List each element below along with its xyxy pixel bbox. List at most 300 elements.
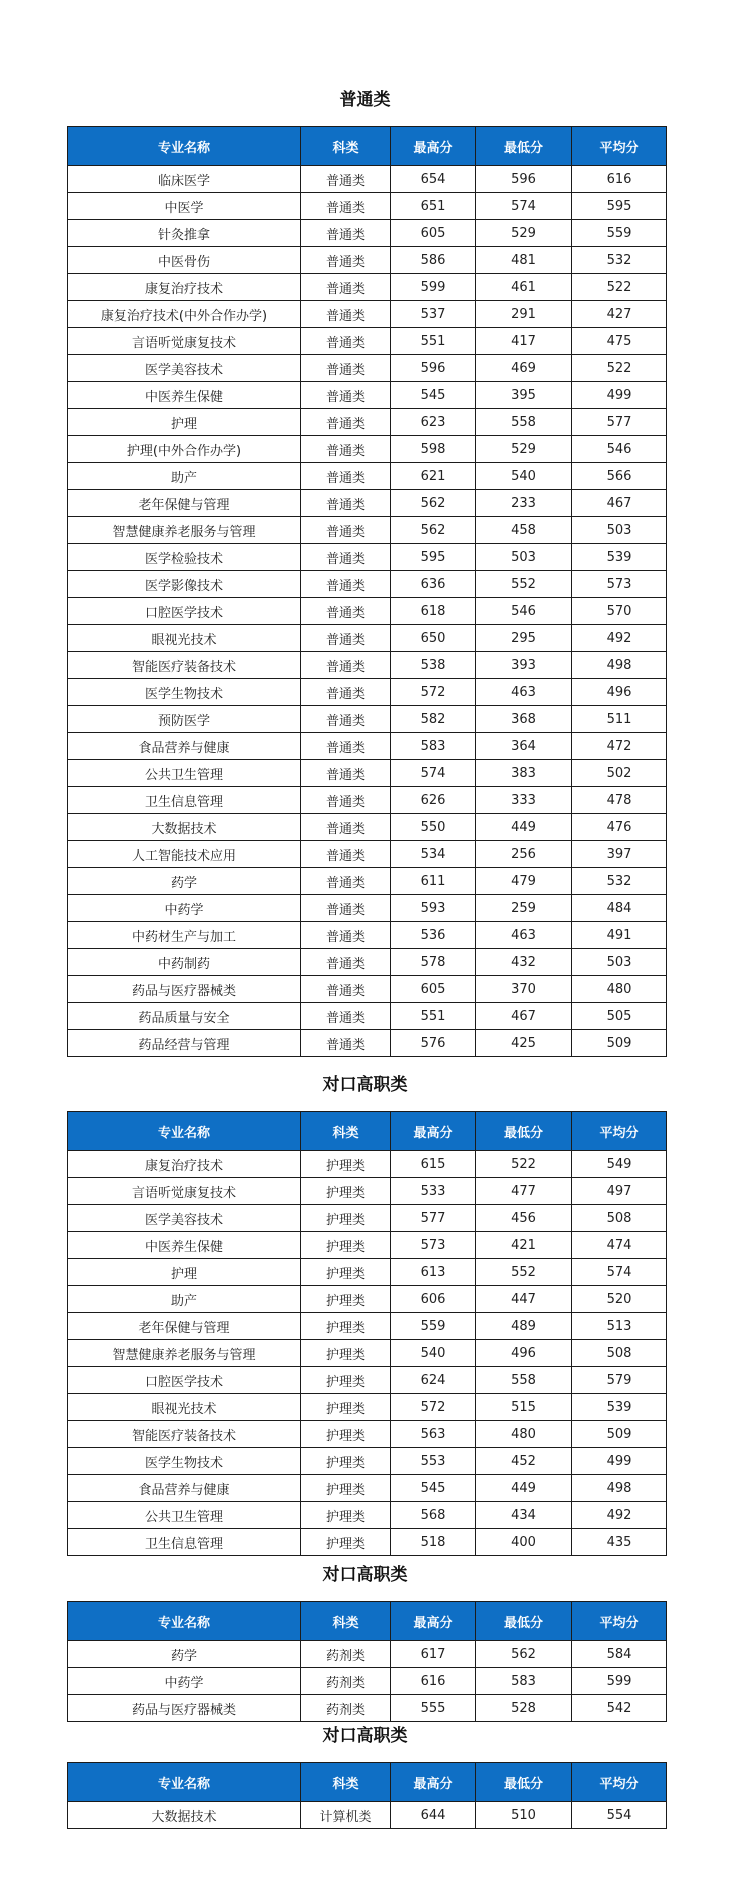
cell-category: 普通类 bbox=[301, 544, 391, 571]
cell-min-score: 480 bbox=[476, 1421, 572, 1448]
cell-category: 护理类 bbox=[301, 1502, 391, 1529]
table-row bbox=[68, 409, 667, 436]
cell-major-name: 中药学 bbox=[68, 895, 301, 922]
table-row bbox=[68, 301, 667, 328]
cell-max-score: 599 bbox=[391, 274, 476, 301]
cell-category: 普通类 bbox=[301, 625, 391, 652]
cell-major-name: 康复治疗技术 bbox=[68, 1151, 301, 1178]
cell-min-score: 400 bbox=[476, 1529, 572, 1556]
table-row bbox=[68, 949, 667, 976]
column-header-max-score: 最高分 bbox=[391, 1763, 476, 1802]
cell-min-score: 458 bbox=[476, 517, 572, 544]
table-row bbox=[68, 1421, 667, 1448]
cell-max-score: 578 bbox=[391, 949, 476, 976]
table-row bbox=[68, 625, 667, 652]
cell-category: 普通类 bbox=[301, 598, 391, 625]
cell-major-name: 老年保健与管理 bbox=[68, 1313, 301, 1340]
cell-major-name: 中药学 bbox=[68, 1668, 301, 1695]
cell-max-score: 545 bbox=[391, 382, 476, 409]
cell-max-score: 551 bbox=[391, 1003, 476, 1030]
cell-category: 普通类 bbox=[301, 247, 391, 274]
section-title: 对口高职类 bbox=[322, 1565, 408, 1585]
cell-min-score: 596 bbox=[476, 166, 572, 193]
cell-min-score: 562 bbox=[476, 1641, 572, 1668]
table-row bbox=[68, 1475, 667, 1502]
table-row bbox=[68, 841, 667, 868]
cell-category: 普通类 bbox=[301, 328, 391, 355]
cell-min-score: 233 bbox=[476, 490, 572, 517]
cell-min-score: 449 bbox=[476, 1475, 572, 1502]
cell-avg-score: 584 bbox=[572, 1641, 667, 1668]
cell-major-name: 医学检验技术 bbox=[68, 544, 301, 571]
cell-category: 普通类 bbox=[301, 679, 391, 706]
cell-category: 药剂类 bbox=[301, 1695, 391, 1722]
cell-major-name: 护理 bbox=[68, 1259, 301, 1286]
cell-max-score: 636 bbox=[391, 571, 476, 598]
column-header-max-score: 最高分 bbox=[391, 127, 476, 166]
table-row bbox=[68, 1232, 667, 1259]
cell-max-score: 518 bbox=[391, 1529, 476, 1556]
cell-min-score: 558 bbox=[476, 409, 572, 436]
cell-category: 普通类 bbox=[301, 814, 391, 841]
cell-max-score: 538 bbox=[391, 652, 476, 679]
cell-category: 普通类 bbox=[301, 922, 391, 949]
cell-max-score: 654 bbox=[391, 166, 476, 193]
cell-major-name: 口腔医学技术 bbox=[68, 1367, 301, 1394]
cell-major-name: 药学 bbox=[68, 868, 301, 895]
cell-max-score: 537 bbox=[391, 301, 476, 328]
cell-max-score: 577 bbox=[391, 1205, 476, 1232]
column-header-max-score: 最高分 bbox=[391, 1602, 476, 1641]
cell-major-name: 药品与医疗器械类 bbox=[68, 1695, 301, 1722]
cell-category: 护理类 bbox=[301, 1205, 391, 1232]
cell-min-score: 552 bbox=[476, 571, 572, 598]
column-header-major-name: 专业名称 bbox=[68, 1763, 301, 1802]
column-header-category: 科类 bbox=[301, 1763, 391, 1802]
cell-avg-score: 522 bbox=[572, 355, 667, 382]
cell-major-name: 护理(中外合作办学) bbox=[68, 436, 301, 463]
cell-major-name: 中医养生保健 bbox=[68, 1232, 301, 1259]
section-title: 普通类 bbox=[339, 90, 391, 110]
cell-min-score: 503 bbox=[476, 544, 572, 571]
cell-avg-score: 566 bbox=[572, 463, 667, 490]
cell-category: 护理类 bbox=[301, 1421, 391, 1448]
cell-major-name: 医学生物技术 bbox=[68, 1448, 301, 1475]
table-row bbox=[68, 274, 667, 301]
table-row bbox=[68, 652, 667, 679]
cell-max-score: 533 bbox=[391, 1178, 476, 1205]
table-row bbox=[68, 1668, 667, 1695]
table-row bbox=[68, 463, 667, 490]
table-row bbox=[68, 193, 667, 220]
cell-major-name: 中药材生产与加工 bbox=[68, 922, 301, 949]
cell-avg-score: 502 bbox=[572, 760, 667, 787]
cell-category: 普通类 bbox=[301, 382, 391, 409]
table-row bbox=[68, 814, 667, 841]
table-row bbox=[68, 760, 667, 787]
table-row bbox=[68, 328, 667, 355]
cell-avg-score: 573 bbox=[572, 571, 667, 598]
cell-avg-score: 539 bbox=[572, 544, 667, 571]
cell-max-score: 624 bbox=[391, 1367, 476, 1394]
cell-major-name: 大数据技术 bbox=[68, 814, 301, 841]
cell-max-score: 598 bbox=[391, 436, 476, 463]
cell-major-name: 药学 bbox=[68, 1641, 301, 1668]
cell-avg-score: 532 bbox=[572, 247, 667, 274]
cell-min-score: 558 bbox=[476, 1367, 572, 1394]
table-row bbox=[68, 382, 667, 409]
cell-major-name: 卫生信息管理 bbox=[68, 1529, 301, 1556]
table-row bbox=[68, 1003, 667, 1030]
table-row bbox=[68, 1286, 667, 1313]
cell-category: 护理类 bbox=[301, 1394, 391, 1421]
cell-max-score: 605 bbox=[391, 220, 476, 247]
cell-max-score: 651 bbox=[391, 193, 476, 220]
cell-min-score: 540 bbox=[476, 463, 572, 490]
cell-min-score: 463 bbox=[476, 922, 572, 949]
cell-major-name: 中医骨伤 bbox=[68, 247, 301, 274]
cell-min-score: 510 bbox=[476, 1802, 572, 1829]
column-header-category: 科类 bbox=[301, 1602, 391, 1641]
cell-category: 普通类 bbox=[301, 841, 391, 868]
cell-max-score: 586 bbox=[391, 247, 476, 274]
column-header-category: 科类 bbox=[301, 1112, 391, 1151]
cell-avg-score: 496 bbox=[572, 679, 667, 706]
cell-max-score: 626 bbox=[391, 787, 476, 814]
cell-major-name: 口腔医学技术 bbox=[68, 598, 301, 625]
cell-max-score: 644 bbox=[391, 1802, 476, 1829]
column-header-min-score: 最低分 bbox=[476, 127, 572, 166]
cell-category: 护理类 bbox=[301, 1259, 391, 1286]
table-row bbox=[68, 436, 667, 463]
cell-avg-score: 579 bbox=[572, 1367, 667, 1394]
cell-min-score: 522 bbox=[476, 1151, 572, 1178]
table-header-row bbox=[68, 127, 667, 166]
cell-category: 护理类 bbox=[301, 1529, 391, 1556]
table-row bbox=[68, 706, 667, 733]
cell-category: 普通类 bbox=[301, 760, 391, 787]
cell-max-score: 555 bbox=[391, 1695, 476, 1722]
cell-max-score: 563 bbox=[391, 1421, 476, 1448]
cell-major-name: 眼视光技术 bbox=[68, 625, 301, 652]
cell-min-score: 370 bbox=[476, 976, 572, 1003]
cell-avg-score: 427 bbox=[572, 301, 667, 328]
cell-min-score: 574 bbox=[476, 193, 572, 220]
cell-min-score: 528 bbox=[476, 1695, 572, 1722]
cell-major-name: 食品营养与健康 bbox=[68, 733, 301, 760]
cell-major-name: 中医养生保健 bbox=[68, 382, 301, 409]
cell-min-score: 515 bbox=[476, 1394, 572, 1421]
cell-avg-score: 520 bbox=[572, 1286, 667, 1313]
cell-major-name: 老年保健与管理 bbox=[68, 490, 301, 517]
cell-avg-score: 498 bbox=[572, 652, 667, 679]
cell-category: 普通类 bbox=[301, 490, 391, 517]
cell-min-score: 383 bbox=[476, 760, 572, 787]
cell-min-score: 479 bbox=[476, 868, 572, 895]
table-row bbox=[68, 247, 667, 274]
cell-max-score: 562 bbox=[391, 490, 476, 517]
cell-avg-score: 480 bbox=[572, 976, 667, 1003]
cell-category: 普通类 bbox=[301, 787, 391, 814]
cell-category: 普通类 bbox=[301, 193, 391, 220]
cell-major-name: 医学生物技术 bbox=[68, 679, 301, 706]
cell-min-score: 469 bbox=[476, 355, 572, 382]
cell-avg-score: 559 bbox=[572, 220, 667, 247]
cell-major-name: 助产 bbox=[68, 1286, 301, 1313]
cell-avg-score: 546 bbox=[572, 436, 667, 463]
cell-max-score: 573 bbox=[391, 1232, 476, 1259]
cell-min-score: 463 bbox=[476, 679, 572, 706]
cell-avg-score: 616 bbox=[572, 166, 667, 193]
section-title: 对口高职类 bbox=[322, 1726, 408, 1746]
table-row bbox=[68, 220, 667, 247]
cell-major-name: 言语听觉康复技术 bbox=[68, 1178, 301, 1205]
cell-category: 普通类 bbox=[301, 949, 391, 976]
cell-avg-score: 498 bbox=[572, 1475, 667, 1502]
section-title: 对口高职类 bbox=[322, 1075, 408, 1095]
cell-category: 护理类 bbox=[301, 1313, 391, 1340]
cell-avg-score: 542 bbox=[572, 1695, 667, 1722]
cell-category: 普通类 bbox=[301, 1003, 391, 1030]
cell-max-score: 582 bbox=[391, 706, 476, 733]
cell-min-score: 461 bbox=[476, 274, 572, 301]
table-header-row bbox=[68, 1112, 667, 1151]
cell-avg-score: 491 bbox=[572, 922, 667, 949]
cell-major-name: 康复治疗技术 bbox=[68, 274, 301, 301]
table-row bbox=[68, 1313, 667, 1340]
cell-min-score: 583 bbox=[476, 1668, 572, 1695]
cell-major-name: 智慧健康养老服务与管理 bbox=[68, 517, 301, 544]
cell-avg-score: 509 bbox=[572, 1030, 667, 1057]
column-header-avg-score: 平均分 bbox=[572, 1112, 667, 1151]
table-row bbox=[68, 895, 667, 922]
table-header-row bbox=[68, 1602, 667, 1641]
table-row bbox=[68, 517, 667, 544]
cell-max-score: 615 bbox=[391, 1151, 476, 1178]
cell-max-score: 540 bbox=[391, 1340, 476, 1367]
cell-category: 护理类 bbox=[301, 1340, 391, 1367]
cell-major-name: 针灸推拿 bbox=[68, 220, 301, 247]
cell-min-score: 546 bbox=[476, 598, 572, 625]
cell-major-name: 人工智能技术应用 bbox=[68, 841, 301, 868]
column-header-major-name: 专业名称 bbox=[68, 1602, 301, 1641]
score-table bbox=[67, 126, 667, 1057]
cell-major-name: 智慧健康养老服务与管理 bbox=[68, 1340, 301, 1367]
cell-category: 普通类 bbox=[301, 706, 391, 733]
column-header-major-name: 专业名称 bbox=[68, 1112, 301, 1151]
cell-min-score: 421 bbox=[476, 1232, 572, 1259]
table-row bbox=[68, 355, 667, 382]
cell-major-name: 医学影像技术 bbox=[68, 571, 301, 598]
table-row bbox=[68, 733, 667, 760]
column-header-avg-score: 平均分 bbox=[572, 1763, 667, 1802]
cell-min-score: 417 bbox=[476, 328, 572, 355]
column-header-avg-score: 平均分 bbox=[572, 127, 667, 166]
column-header-category: 科类 bbox=[301, 127, 391, 166]
cell-min-score: 432 bbox=[476, 949, 572, 976]
cell-avg-score: 599 bbox=[572, 1668, 667, 1695]
cell-major-name: 医学美容技术 bbox=[68, 355, 301, 382]
cell-max-score: 568 bbox=[391, 1502, 476, 1529]
cell-min-score: 552 bbox=[476, 1259, 572, 1286]
cell-avg-score: 478 bbox=[572, 787, 667, 814]
column-header-max-score: 最高分 bbox=[391, 1112, 476, 1151]
cell-avg-score: 554 bbox=[572, 1802, 667, 1829]
cell-major-name: 言语听觉康复技术 bbox=[68, 328, 301, 355]
cell-min-score: 256 bbox=[476, 841, 572, 868]
cell-category: 护理类 bbox=[301, 1448, 391, 1475]
cell-avg-score: 570 bbox=[572, 598, 667, 625]
cell-category: 普通类 bbox=[301, 301, 391, 328]
cell-category: 普通类 bbox=[301, 571, 391, 598]
table-row bbox=[68, 922, 667, 949]
cell-min-score: 368 bbox=[476, 706, 572, 733]
cell-min-score: 333 bbox=[476, 787, 572, 814]
table-row bbox=[68, 166, 667, 193]
column-header-avg-score: 平均分 bbox=[572, 1602, 667, 1641]
cell-major-name: 智能医疗装备技术 bbox=[68, 1421, 301, 1448]
cell-avg-score: 508 bbox=[572, 1205, 667, 1232]
cell-max-score: 534 bbox=[391, 841, 476, 868]
table-row bbox=[68, 1340, 667, 1367]
cell-avg-score: 509 bbox=[572, 1421, 667, 1448]
cell-min-score: 291 bbox=[476, 301, 572, 328]
column-header-major-name: 专业名称 bbox=[68, 127, 301, 166]
table-row bbox=[68, 1151, 667, 1178]
cell-avg-score: 522 bbox=[572, 274, 667, 301]
cell-category: 药剂类 bbox=[301, 1668, 391, 1695]
cell-max-score: 595 bbox=[391, 544, 476, 571]
cell-min-score: 395 bbox=[476, 382, 572, 409]
cell-max-score: 553 bbox=[391, 1448, 476, 1475]
cell-max-score: 613 bbox=[391, 1259, 476, 1286]
cell-major-name: 预防医学 bbox=[68, 706, 301, 733]
cell-category: 普通类 bbox=[301, 166, 391, 193]
cell-min-score: 434 bbox=[476, 1502, 572, 1529]
table-row bbox=[68, 1802, 667, 1829]
cell-avg-score: 513 bbox=[572, 1313, 667, 1340]
cell-min-score: 449 bbox=[476, 814, 572, 841]
cell-avg-score: 577 bbox=[572, 409, 667, 436]
cell-category: 普通类 bbox=[301, 220, 391, 247]
cell-category: 护理类 bbox=[301, 1151, 391, 1178]
table-row bbox=[68, 1367, 667, 1394]
table-row bbox=[68, 571, 667, 598]
cell-min-score: 447 bbox=[476, 1286, 572, 1313]
cell-major-name: 大数据技术 bbox=[68, 1802, 301, 1829]
table-row bbox=[68, 1502, 667, 1529]
table-row bbox=[68, 1259, 667, 1286]
cell-max-score: 572 bbox=[391, 679, 476, 706]
cell-min-score: 529 bbox=[476, 436, 572, 463]
cell-avg-score: 532 bbox=[572, 868, 667, 895]
cell-avg-score: 492 bbox=[572, 625, 667, 652]
cell-max-score: 576 bbox=[391, 1030, 476, 1057]
cell-min-score: 295 bbox=[476, 625, 572, 652]
cell-min-score: 425 bbox=[476, 1030, 572, 1057]
table-row bbox=[68, 1529, 667, 1556]
cell-avg-score: 484 bbox=[572, 895, 667, 922]
cell-category: 普通类 bbox=[301, 868, 391, 895]
table-header-row bbox=[68, 1763, 667, 1802]
cell-avg-score: 539 bbox=[572, 1394, 667, 1421]
cell-max-score: 618 bbox=[391, 598, 476, 625]
column-header-min-score: 最低分 bbox=[476, 1763, 572, 1802]
table-row bbox=[68, 1695, 667, 1722]
cell-max-score: 562 bbox=[391, 517, 476, 544]
cell-avg-score: 474 bbox=[572, 1232, 667, 1259]
cell-min-score: 452 bbox=[476, 1448, 572, 1475]
cell-max-score: 593 bbox=[391, 895, 476, 922]
cell-max-score: 545 bbox=[391, 1475, 476, 1502]
cell-avg-score: 475 bbox=[572, 328, 667, 355]
cell-category: 护理类 bbox=[301, 1367, 391, 1394]
cell-category: 护理类 bbox=[301, 1178, 391, 1205]
cell-max-score: 617 bbox=[391, 1641, 476, 1668]
cell-max-score: 611 bbox=[391, 868, 476, 895]
cell-avg-score: 508 bbox=[572, 1340, 667, 1367]
cell-max-score: 559 bbox=[391, 1313, 476, 1340]
cell-avg-score: 397 bbox=[572, 841, 667, 868]
cell-min-score: 259 bbox=[476, 895, 572, 922]
cell-category: 药剂类 bbox=[301, 1641, 391, 1668]
cell-major-name: 食品营养与健康 bbox=[68, 1475, 301, 1502]
cell-avg-score: 549 bbox=[572, 1151, 667, 1178]
table-row bbox=[68, 1448, 667, 1475]
cell-category: 普通类 bbox=[301, 409, 391, 436]
cell-max-score: 650 bbox=[391, 625, 476, 652]
cell-min-score: 477 bbox=[476, 1178, 572, 1205]
cell-min-score: 529 bbox=[476, 220, 572, 247]
table-row bbox=[68, 1205, 667, 1232]
cell-max-score: 616 bbox=[391, 1668, 476, 1695]
cell-category: 护理类 bbox=[301, 1286, 391, 1313]
column-header-min-score: 最低分 bbox=[476, 1112, 572, 1151]
cell-avg-score: 505 bbox=[572, 1003, 667, 1030]
cell-category: 普通类 bbox=[301, 1030, 391, 1057]
cell-avg-score: 492 bbox=[572, 1502, 667, 1529]
cell-category: 计算机类 bbox=[301, 1802, 391, 1829]
cell-avg-score: 497 bbox=[572, 1178, 667, 1205]
cell-major-name: 护理 bbox=[68, 409, 301, 436]
column-header-min-score: 最低分 bbox=[476, 1602, 572, 1641]
cell-major-name: 康复治疗技术(中外合作办学) bbox=[68, 301, 301, 328]
cell-max-score: 583 bbox=[391, 733, 476, 760]
cell-avg-score: 435 bbox=[572, 1529, 667, 1556]
cell-major-name: 药品质量与安全 bbox=[68, 1003, 301, 1030]
score-table bbox=[67, 1762, 667, 1829]
cell-min-score: 364 bbox=[476, 733, 572, 760]
cell-min-score: 481 bbox=[476, 247, 572, 274]
cell-category: 普通类 bbox=[301, 436, 391, 463]
cell-max-score: 551 bbox=[391, 328, 476, 355]
cell-major-name: 公共卫生管理 bbox=[68, 1502, 301, 1529]
table-row bbox=[68, 544, 667, 571]
cell-avg-score: 499 bbox=[572, 1448, 667, 1475]
cell-avg-score: 503 bbox=[572, 949, 667, 976]
cell-category: 普通类 bbox=[301, 463, 391, 490]
cell-major-name: 助产 bbox=[68, 463, 301, 490]
cell-max-score: 536 bbox=[391, 922, 476, 949]
cell-avg-score: 574 bbox=[572, 1259, 667, 1286]
cell-max-score: 572 bbox=[391, 1394, 476, 1421]
table-row bbox=[68, 787, 667, 814]
cell-max-score: 623 bbox=[391, 409, 476, 436]
table-row bbox=[68, 1394, 667, 1421]
cell-major-name: 公共卫生管理 bbox=[68, 760, 301, 787]
cell-avg-score: 503 bbox=[572, 517, 667, 544]
cell-major-name: 药品与医疗器械类 bbox=[68, 976, 301, 1003]
